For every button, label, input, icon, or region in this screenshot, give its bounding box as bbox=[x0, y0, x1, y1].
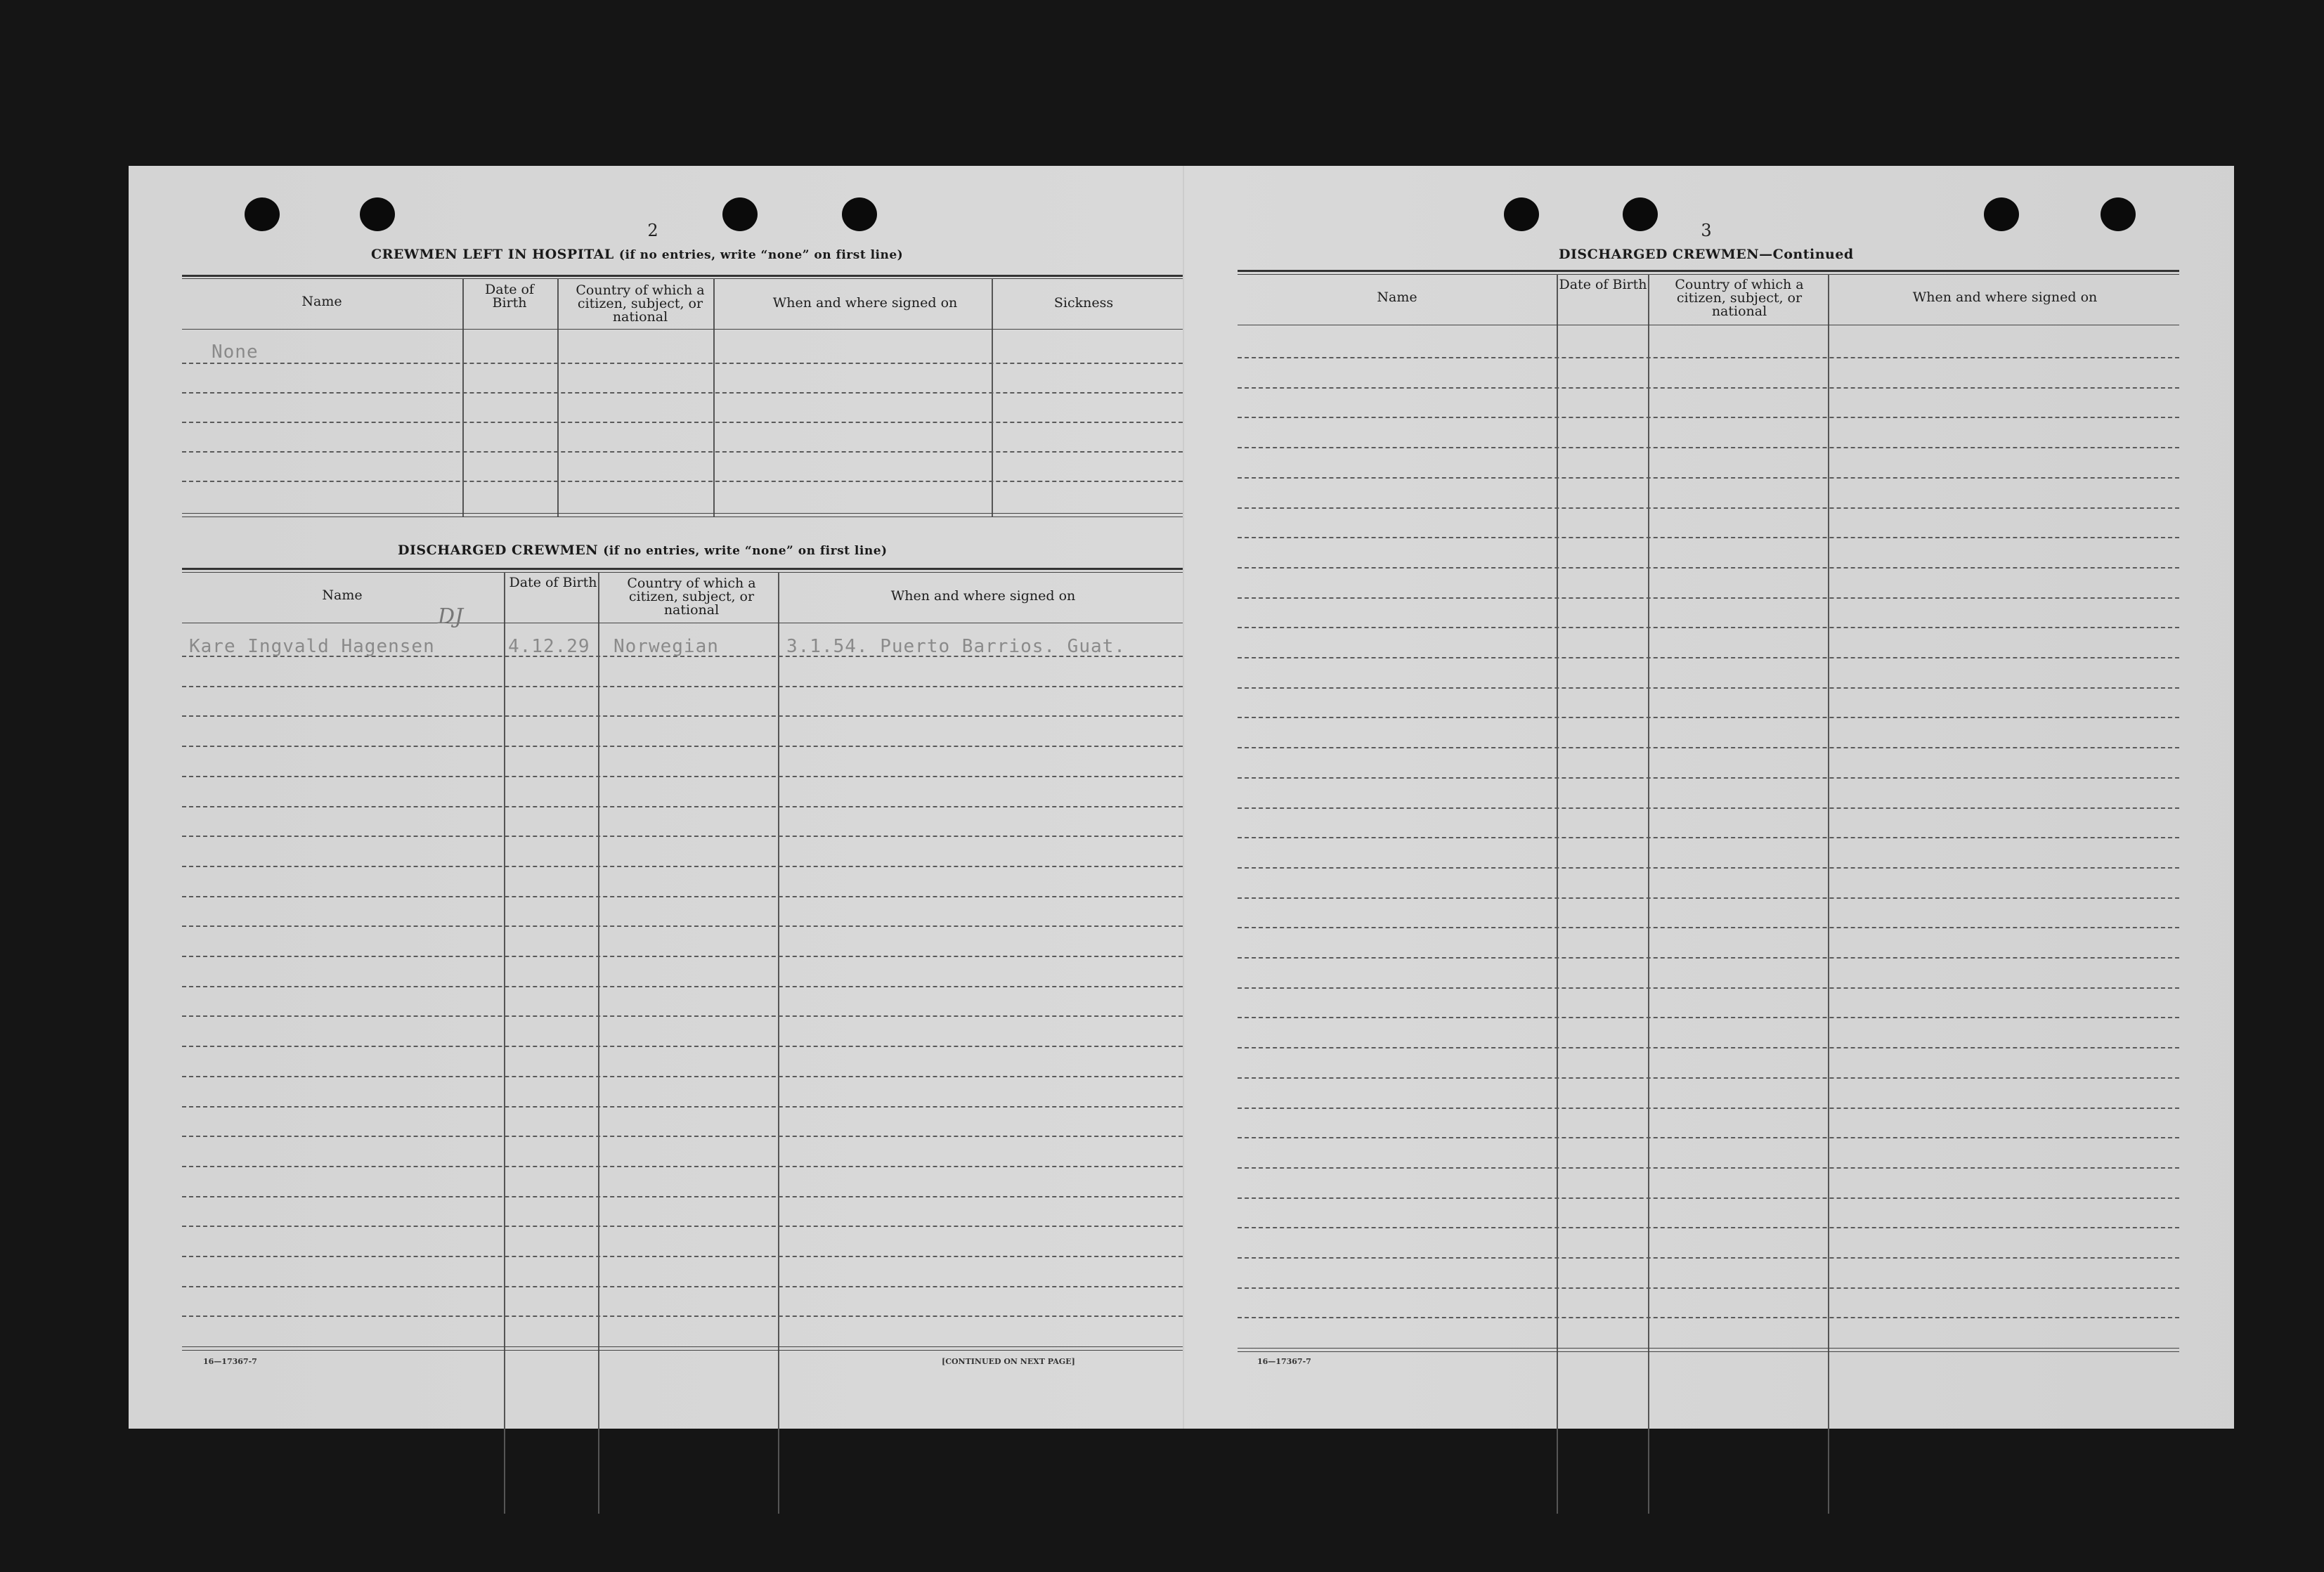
row-line bbox=[1238, 597, 2179, 599]
row-line bbox=[1238, 867, 2179, 869]
row-line bbox=[1238, 837, 2179, 838]
row-line bbox=[182, 866, 1183, 867]
row-line bbox=[1238, 1017, 2179, 1018]
row-line bbox=[1238, 507, 2179, 509]
row-line bbox=[1238, 987, 2179, 989]
row-line bbox=[182, 1046, 1183, 1047]
hospital-row-line bbox=[182, 422, 1183, 423]
row-line bbox=[182, 1136, 1183, 1137]
punch-hole bbox=[245, 197, 280, 231]
hospital-top-rule bbox=[182, 275, 1183, 277]
discharged-header-dob: Date of Birth bbox=[509, 575, 597, 590]
hospital-top-rule-2 bbox=[182, 278, 1183, 279]
page-number-right: 3 bbox=[1701, 221, 1712, 240]
discharged-col-divider bbox=[504, 572, 505, 1514]
row-line bbox=[182, 1256, 1183, 1257]
row-line bbox=[182, 1166, 1183, 1167]
discharged-header-signed-on: When and where signed on bbox=[890, 588, 1076, 604]
form-number-right: 16—17367-7 bbox=[1257, 1357, 1311, 1366]
row-line bbox=[1238, 1167, 2179, 1169]
discharged-top-rule-2 bbox=[182, 572, 1183, 573]
row-line bbox=[182, 686, 1183, 687]
punch-hole bbox=[842, 197, 877, 231]
hospital-title-text: CREWMEN LEFT IN HOSPITAL bbox=[371, 247, 614, 262]
row-line bbox=[1238, 777, 2179, 779]
right-header-signed-on: When and where signed on bbox=[1912, 290, 2098, 305]
discharged-bottom-rule bbox=[182, 1346, 1183, 1347]
discharged-header-country: Country of which a citizen, subject, or national bbox=[627, 576, 756, 618]
row-line bbox=[182, 715, 1183, 717]
hospital-row-line bbox=[182, 481, 1183, 482]
row-line bbox=[1238, 807, 2179, 809]
row-line bbox=[182, 1196, 1183, 1197]
row-line bbox=[1238, 627, 2179, 628]
row-line bbox=[182, 1076, 1183, 1077]
right-top-rule-2 bbox=[1238, 274, 2179, 275]
hospital-row-line bbox=[182, 451, 1183, 453]
row-line bbox=[182, 925, 1183, 927]
hospital-row-line bbox=[182, 363, 1183, 364]
row-line bbox=[1238, 957, 2179, 959]
row-line bbox=[182, 1226, 1183, 1227]
hospital-entry-name: None bbox=[212, 342, 259, 363]
row-line bbox=[1238, 927, 2179, 928]
page-fold bbox=[1183, 166, 1184, 1429]
row-line bbox=[182, 1106, 1183, 1107]
row-line bbox=[1238, 1197, 2179, 1199]
hospital-title-note: (if no entries, write “none” on first line) bbox=[618, 248, 904, 262]
row-line bbox=[1238, 357, 2179, 358]
punch-hole bbox=[722, 197, 758, 231]
row-line bbox=[182, 776, 1183, 777]
hospital-row-line bbox=[182, 392, 1183, 394]
row-line bbox=[1238, 717, 2179, 718]
row-line bbox=[182, 746, 1183, 747]
row-line bbox=[1238, 477, 2179, 479]
hospital-header-signed-on: When and where signed on bbox=[772, 295, 958, 311]
row-line bbox=[1238, 387, 2179, 389]
right-col-divider bbox=[1557, 274, 1558, 1514]
hospital-header-dob: Date of Birth bbox=[485, 282, 534, 311]
hospital-bottom-rule bbox=[182, 513, 1183, 514]
hospital-section-title bbox=[371, 247, 903, 262]
discharged-continued-title: DISCHARGED CREWMEN—Continued bbox=[1559, 247, 1854, 262]
row-line bbox=[1238, 1107, 2179, 1109]
row-line bbox=[182, 806, 1183, 807]
right-header-country: Country of which a citizen, subject, or national bbox=[1675, 277, 1804, 319]
discharged-section-title bbox=[398, 543, 888, 558]
right-bottom-rule bbox=[1238, 1348, 2179, 1349]
row-line bbox=[1238, 447, 2179, 448]
discharged-header-name: Name bbox=[322, 587, 363, 603]
row-line bbox=[1238, 417, 2179, 418]
row-line bbox=[182, 1316, 1183, 1317]
discharged-title-text: DISCHARGED CREWMEN bbox=[398, 543, 599, 558]
punch-hole bbox=[360, 197, 395, 231]
discharged-title-note: (if no entries, write “none” on first line) bbox=[603, 544, 888, 558]
right-col-divider bbox=[1828, 274, 1829, 1514]
hospital-header-rule bbox=[182, 329, 1183, 330]
row-line bbox=[1238, 1077, 2179, 1079]
row-line bbox=[1238, 567, 2179, 569]
row-line bbox=[1238, 897, 2179, 899]
right-bottom-rule-2 bbox=[1238, 1351, 2179, 1352]
hospital-header-name: Name bbox=[301, 294, 342, 309]
entry-signed-on: 3.1.54. Puerto Barrios. Guat. bbox=[786, 636, 1126, 657]
row-line bbox=[182, 1015, 1183, 1017]
continued-note: [CONTINUED ON NEXT PAGE] bbox=[942, 1357, 1075, 1366]
row-line bbox=[1238, 1287, 2179, 1289]
right-top-rule bbox=[1238, 270, 2179, 272]
hospital-header-sickness: Sickness bbox=[1053, 295, 1114, 311]
right-header-dob: Date of Birth bbox=[1559, 277, 1647, 292]
hospital-header-country: Country of which a citizen, subject, or national bbox=[576, 282, 705, 325]
row-line bbox=[1238, 1317, 2179, 1318]
row-line bbox=[182, 896, 1183, 897]
punch-hole bbox=[1984, 197, 2019, 231]
entry-date-of-birth: 4.12.29 bbox=[508, 636, 590, 657]
entry-name: Kare Ingvald Hagensen bbox=[189, 636, 435, 657]
right-header-name: Name bbox=[1377, 290, 1417, 305]
page-number-left: 2 bbox=[647, 221, 658, 240]
row-line bbox=[1238, 657, 2179, 658]
punch-hole bbox=[2101, 197, 2136, 231]
row-line bbox=[182, 836, 1183, 837]
row-line bbox=[1238, 1227, 2179, 1228]
punch-hole bbox=[1623, 197, 1658, 231]
row-line bbox=[1238, 1137, 2179, 1138]
entry-country: Norwegian bbox=[614, 636, 719, 657]
row-line bbox=[1238, 747, 2179, 748]
discharged-col-divider bbox=[778, 572, 779, 1514]
punch-hole bbox=[1504, 197, 1539, 231]
row-line bbox=[182, 986, 1183, 987]
handwritten-margin-mark: DJ bbox=[438, 604, 464, 629]
row-line bbox=[1238, 1257, 2179, 1259]
row-line bbox=[1238, 687, 2179, 689]
discharged-col-divider bbox=[598, 572, 599, 1514]
row-line bbox=[1238, 537, 2179, 538]
document-sheet bbox=[129, 166, 2234, 1429]
discharged-top-rule bbox=[182, 568, 1183, 570]
row-line bbox=[182, 956, 1183, 957]
right-col-divider bbox=[1648, 274, 1649, 1514]
form-number-left: 16—17367-7 bbox=[203, 1357, 257, 1366]
row-line bbox=[1238, 1047, 2179, 1048]
discharged-bottom-rule-2 bbox=[182, 1350, 1183, 1351]
row-line bbox=[182, 1286, 1183, 1287]
